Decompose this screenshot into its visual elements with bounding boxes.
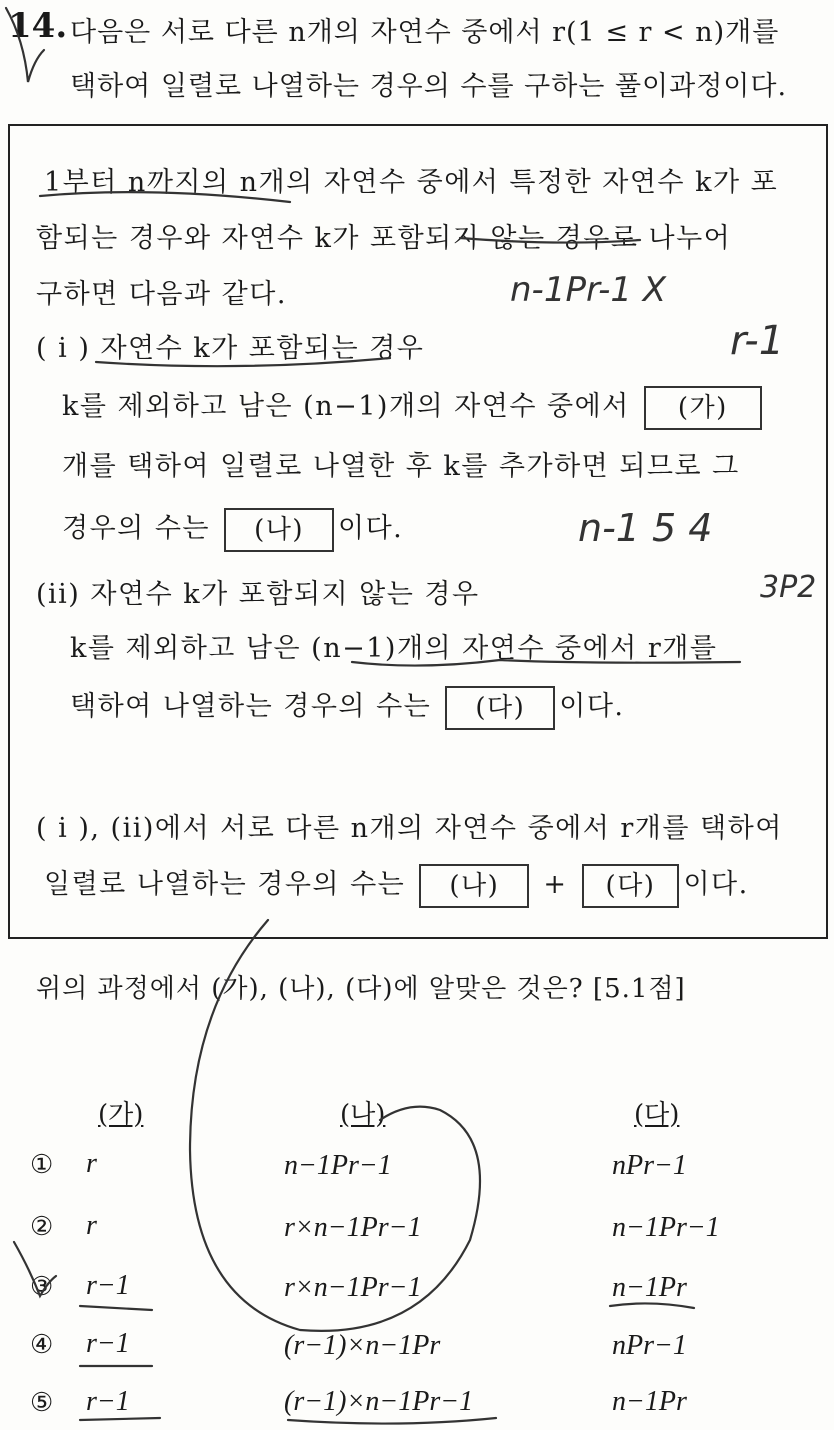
conclusion-blank-na: (나): [419, 864, 529, 908]
underline-opt5-na: [288, 1418, 496, 1424]
underline-opt5-ga: [80, 1418, 160, 1420]
option-4-ga: r−1: [86, 1328, 130, 1359]
prompt-text: 위의 과정에서 (가), (나), (다)에 알맞은 것은? [5.1점]: [36, 974, 686, 1004]
option-1-number[interactable]: ①: [30, 1150, 54, 1180]
handwritten-note-2: r-1: [730, 318, 785, 364]
conclusion-end: 이다.: [683, 869, 749, 900]
column-header-ga: (가): [98, 1100, 144, 1130]
option-3-ga: r−1: [86, 1270, 130, 1301]
option-2-da: n−1Pr−1: [612, 1212, 720, 1243]
case1-line-a: [62, 384, 766, 430]
plus-sign: +: [543, 869, 568, 900]
option-4-na: (r−1)×n−1Pr: [284, 1330, 441, 1361]
option-1-na: n−1Pr−1: [284, 1150, 392, 1181]
blank-na: (나): [224, 508, 334, 552]
option-1-ga: r: [86, 1148, 97, 1179]
option-4-number[interactable]: ④: [30, 1330, 54, 1360]
case1-line-b: 개를 택하여 일렬로 나열한 후 k를 추가하면 되므로 그: [62, 451, 740, 482]
option-4-da: nPr−1: [612, 1330, 687, 1361]
column-header-na: (나): [340, 1100, 386, 1130]
question-text-line2: 택하여 일렬로 나열하는 경우의 수를 구하는 풀이과정이다.: [70, 71, 788, 102]
case1-text-c: 경우의 수는: [62, 513, 210, 544]
handwritten-note-4: 3P2: [760, 570, 817, 605]
case2-line-a: k를 제외하고 남은 (n−1)개의 자연수 중에서 r개를: [70, 633, 718, 664]
case1-text-a: k를 제외하고 남은 (n−1)개의 자연수 중에서: [62, 391, 630, 422]
underline-opt3-da: [610, 1303, 694, 1308]
question-number: 14.: [8, 6, 68, 46]
option-3-da: n−1Pr: [612, 1272, 687, 1303]
option-5-da: n−1Pr: [612, 1386, 687, 1417]
option-5-ga: r−1: [86, 1386, 130, 1417]
case2-title: (ii) 자연수 k가 포함되지 않는 경우: [36, 579, 480, 610]
blank-da: (다): [445, 686, 555, 730]
option-3-na: r×n−1Pr−1: [284, 1272, 422, 1303]
case1-line-c: [62, 506, 403, 552]
option-2-na: r×n−1Pr−1: [284, 1212, 422, 1243]
intro-line1: 1부터 n까지의 n개의 자연수 중에서 특정한 자연수 k가 포: [44, 167, 779, 198]
case2-line-b: [70, 684, 624, 730]
case1-end: 이다.: [338, 513, 404, 544]
option-2-ga: r: [86, 1210, 97, 1241]
case2-end: 이다.: [559, 691, 625, 722]
conclusion-text: 일렬로 나열하는 경우의 수는: [44, 869, 406, 900]
conclusion-line2: [44, 862, 749, 908]
case2-text-b: 택하여 나열하는 경우의 수는: [70, 691, 432, 722]
conclusion-blank-da: (다): [582, 864, 680, 908]
handwritten-note-1: n-1Pr-1 X: [510, 270, 667, 310]
conclusion-line1: ( i ), (ii)에서 서로 다른 n개의 자연수 중에서 r개를 택하여: [36, 813, 783, 844]
option-2-number[interactable]: ②: [30, 1212, 54, 1242]
intro-line2: 함되는 경우와 자연수 k가 포함되지 않는 경우로 나누어: [36, 223, 732, 254]
blank-ga: (가): [644, 386, 762, 430]
option-5-number[interactable]: ⑤: [30, 1388, 54, 1418]
option-1-da: nPr−1: [612, 1150, 687, 1181]
handwritten-note-3: n-1 5 4: [578, 506, 713, 550]
underline-opt3-ga: [80, 1306, 152, 1310]
question-text-line1: 다음은 서로 다른 n개의 자연수 중에서 r(1 ≤ r < n)개를: [70, 17, 780, 48]
case1-title: ( i ) 자연수 k가 포함되는 경우: [36, 333, 425, 364]
intro-line3: 구하면 다음과 같다.: [36, 279, 287, 310]
option-5-na: (r−1)×n−1Pr−1: [284, 1386, 474, 1417]
option-3-number[interactable]: ③: [30, 1272, 54, 1302]
column-header-da: (다): [634, 1100, 680, 1130]
